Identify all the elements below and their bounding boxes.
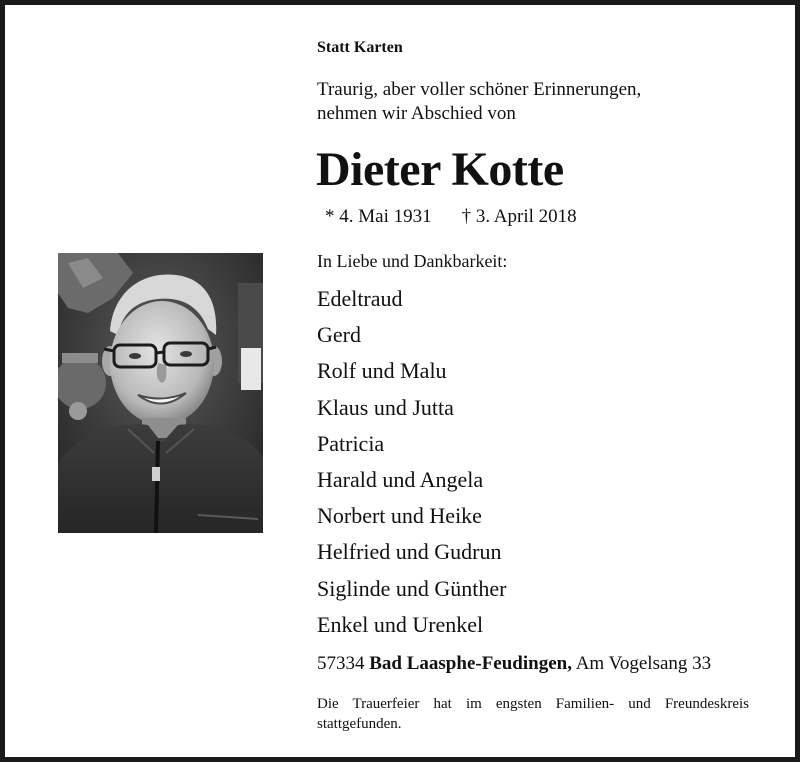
intro-line-2: nehmen wir Abschied von <box>317 103 516 124</box>
list-item: Edeltraud <box>317 286 403 311</box>
portrait-image <box>58 253 263 533</box>
list-item: Klaus und Jutta <box>317 394 454 420</box>
death-date: † 3. April 2018 <box>461 206 577 227</box>
list-item: Enkel und Urenkel <box>317 611 484 637</box>
address-zip: 57334 <box>317 653 365 674</box>
list-item: Norbert und Heike <box>317 503 482 529</box>
funeral-note-line-1: Die Trauerfeier hat im engsten Familien- und Freundeskreis <box>317 696 749 712</box>
family-address <box>317 653 711 675</box>
deceased-name: Dieter Kotte <box>316 143 564 196</box>
funeral-note <box>317 695 749 734</box>
portrait-photo <box>58 253 263 533</box>
intro-text <box>317 78 737 126</box>
dedication-line: In Liebe und Dankbarkeit: <box>317 251 508 271</box>
address-city: Bad Laasphe-Feudingen, <box>369 653 572 674</box>
mourners-list <box>317 281 506 643</box>
list-item: Patricia <box>317 430 385 456</box>
list-item: Rolf und Malu <box>317 358 447 384</box>
funeral-note-line-2: stattgefunden. <box>317 715 402 732</box>
life-dates <box>325 206 577 228</box>
birth-date: * 4. Mai 1931 <box>325 206 432 227</box>
list-item: Siglinde und Günther <box>317 575 507 601</box>
list-item: Helfried und Gudrun <box>317 539 502 565</box>
intro-line-1: Traurig, aber voller schöner Erinnerungen, <box>317 79 642 100</box>
address-street: Am Vogelsang 33 <box>575 653 712 674</box>
list-item: Gerd <box>317 322 361 348</box>
list-item: Harald und Angela <box>317 466 484 492</box>
header-statt-karten: Statt Karten <box>317 39 403 56</box>
